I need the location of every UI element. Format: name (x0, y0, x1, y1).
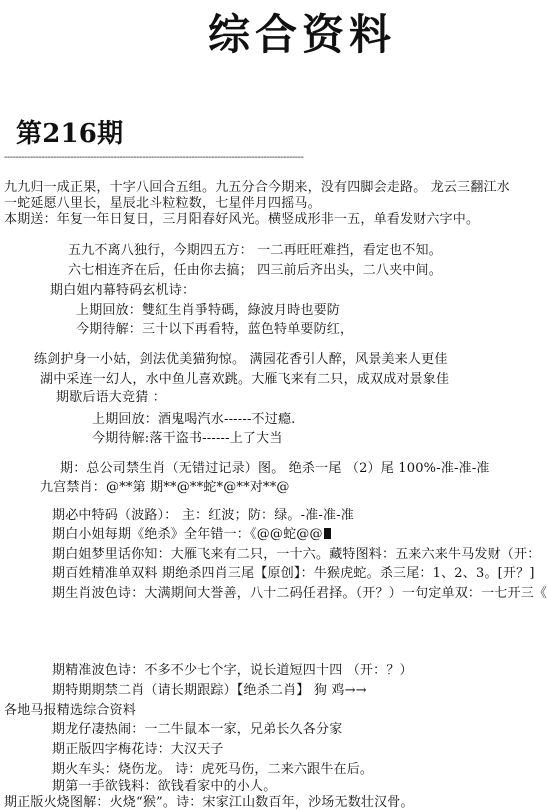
dashed-divider: -------------------------------------------------------------------------------------------------------- (4, 152, 304, 163)
text-cursor-mark (324, 528, 331, 539)
train-head-line: 期火车头：烧伤龙。 诗：虎死马伤，二来六跟牛在后。 (52, 762, 374, 777)
this-issue-hint: 今期待解：三十以下再看特，蓝色特单要防红， (76, 322, 354, 337)
nine-palace-line: 九宫禁肖：@**第 期**@**蛇*@**对**@ (40, 480, 290, 495)
plum-blossom-poem-line: 期正版四字梅花诗：大汉天子 (52, 742, 224, 757)
riddle-line-1: 九九归一成正果，十字八回合五组。九五分合今期来，没有四脚会走路。 龙云三翻江水 (4, 180, 510, 195)
section-heading-riddle: 期歇后语大竞猜 ： (56, 390, 166, 405)
verse-line-1: 五九不离八独行，今期四五方： 一二再旺旺难挡，看定也不知。 (68, 243, 442, 258)
horse-papers-heading: 各地马报精选综合资料 (4, 703, 137, 718)
first-hand-money-line: 期第一手欲钱料：欲钱看家中的小人。 (52, 779, 277, 794)
page-title: 综合资料 (208, 10, 397, 59)
fire-burn-diagram-line: 期正版火烧图解：火烧“猴”。诗：宋家江山数百年，沙场无数壮汉骨。 (4, 795, 414, 810)
poem-line-2: 湖中采连一幻人，水中鱼儿喜欢跳。大雁飞来有二只，成双成对景象佳 (40, 372, 450, 387)
last-issue-review: 上期回放：雙紅生肖爭特碼，綠波月時也要防 (76, 303, 341, 318)
riddle-line-2: 一蛇延愿八里长，星辰北斗粒粒数，七星伴月四摇马。 (4, 196, 321, 211)
riddle-line-3: 本期送：年复一年日复日，三月阳春好风光。横竖成形非一五，单看发财六字中。 (4, 212, 480, 227)
ban-two-zodiac-line: 期特期期禁二肖（请长期跟踪）【绝杀二肖】 狗 鸡→→ (52, 683, 367, 698)
zodiac-color-poem-line: 期生肖波色诗：大满期间大誉善，八十二码任君择。（开？）一句定单双：一七开三《 (52, 586, 547, 601)
section-heading-white-sister: 期白姐内幕特码玄机诗： (50, 283, 196, 298)
riddle-last-issue: 上期回放：酒鬼喝汽水------不过瘾. (92, 412, 296, 427)
issue-number-heading: 第216期 (16, 119, 124, 149)
odd-even-line: 期百姓精准单双料 期绝杀四肖三尾【原创】：牛猴虎蛇。杀三尾：1、2、3。[开？] (52, 566, 535, 581)
riddle-this-issue: 今期待解:落干盗书------上了大当 (92, 431, 283, 446)
color-wave-line: 期必中特码（波路）： 主：红波；防：绿。-准-准-准 (52, 508, 355, 523)
precise-color-poem-line: 期精准波色诗：不多不少七个字，说长道短四十四 （开：？） (52, 663, 413, 678)
dream-words-line: 期白姐梦里话你知：大雁飞来有二只，一十六。藏特图料：五来六来牛马发财（开： (52, 547, 541, 562)
poem-line-1: 练剑护身一小姑，剑法优美猫狗惊。 满园花香引人醉，风景美来人更佳 (34, 352, 448, 367)
dragon-lively-line: 期龙仔凄热闹：一二牛鼠本一家，兄弟长久各分家 (52, 722, 343, 737)
absolute-kill-text: 期白小姐每期《绝杀》全年错一：《@@蛇@@ (52, 527, 323, 542)
verse-line-2: 六七相连齐在后，任由你去搞； 四三前后齐出头，二八夹中间。 (68, 263, 442, 278)
absolute-kill-line (52, 527, 331, 542)
forbidden-zodiac-line: 期：总公司禁生肖（无错过记录）图。 绝杀一尾 （2）尾 100%-准-准-准 (60, 461, 490, 476)
